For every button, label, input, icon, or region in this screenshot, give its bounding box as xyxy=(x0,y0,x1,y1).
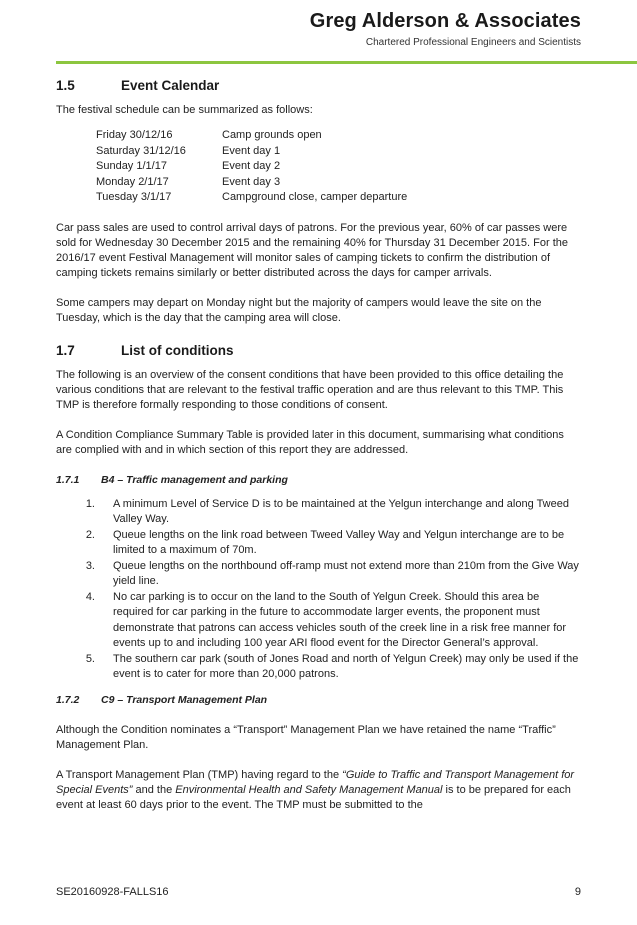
header-divider xyxy=(56,61,637,64)
guide-title: “Guide to Traffic and Transport Management for Special Events” xyxy=(56,768,575,796)
section-heading-event-calendar xyxy=(56,78,580,93)
manual-title: Environmental Health and Safety Management Manual xyxy=(175,783,443,796)
company-tagline: Chartered Professional Engineers and Scientists xyxy=(365,37,581,48)
condition-text: A minimum Level of Service D is to be maintained at the Yelgun interchange and along Tweed Valley Way. xyxy=(113,497,569,525)
condition-text: The southern car park (south of Jones Road and north of Yelgun Creek) may only be used if the event is to cater for more than 20,000 patrons. xyxy=(113,652,579,680)
compliance-table-paragraph: A Condition Compliance Summary Table is provided later in this document, summarising what conditions are complied with and in which section of this report they are addressed. xyxy=(56,428,564,456)
condition-item xyxy=(56,652,580,683)
schedule-day: Tuesday 3/1/17 xyxy=(96,191,172,203)
car-pass-paragraph: Car pass sales are used to control arrival days of patrons. For the previous year, 60% of car passes were sold for Wednesday 30 December 2015 and the remaining 40% for Thursday 31 December 2015. For the 2016/17 event Festival Management will monitor sales of camping tickets to confirm the distribution of camping tickets remains similarly or better distributed across the days for camper arrivals. xyxy=(56,221,568,279)
condition-number: 5. xyxy=(85,652,95,665)
text-run: and the xyxy=(132,783,176,796)
condition-item xyxy=(56,559,580,590)
condition-item xyxy=(56,497,580,528)
schedule-event: Event day 1 xyxy=(222,144,281,157)
letterhead xyxy=(310,10,581,48)
schedule-day: Friday 30/12/16 xyxy=(96,129,173,141)
subsection-title: B4 – Traffic management and parking xyxy=(101,473,288,486)
section-title: List of conditions xyxy=(121,342,234,358)
schedule-day: Saturday 31/12/16 xyxy=(96,144,186,157)
schedule-row xyxy=(96,128,407,144)
subsection-heading-c9 xyxy=(56,693,580,708)
page-footer xyxy=(56,886,581,898)
subsection-heading-b4 xyxy=(56,473,580,488)
schedule-row xyxy=(96,144,407,160)
document-body xyxy=(56,78,580,813)
section-title: Event Calendar xyxy=(121,78,220,93)
subsection-number: 1.7.2 xyxy=(56,693,80,706)
schedule-table xyxy=(96,128,407,206)
company-name: Greg Alderson & Associates xyxy=(309,10,581,32)
subsection-number: 1.7.1 xyxy=(56,473,80,486)
condition-text: No car parking is to occur on the land to the South of Yelgun Creek. Should this area be required for car parking in the future to accommodate larger events, the proponent must demonstrate that patrons can access vehicles south of the creek line in a risk free manner for events up to and including 100 year ARI flood event for the Director General’s approval. xyxy=(113,590,567,649)
transport-name-paragraph: Although the Condition nominates a “Transport” Management Plan we have retained the name “Traffic” Management Plan. xyxy=(56,723,556,751)
text-run: is to be prepared for each event at least 60 days prior to the event. The TMP must be submitted to the xyxy=(56,783,571,811)
schedule-row xyxy=(96,175,407,191)
section-number: 1.5 xyxy=(56,78,75,93)
document-id: SE20160928-FALLS16 xyxy=(56,886,169,898)
condition-number: 1. xyxy=(85,497,95,510)
schedule-event: Camp grounds open xyxy=(222,129,322,141)
condition-number: 3. xyxy=(85,559,95,572)
schedule-intro: The festival schedule can be summarized as follows: xyxy=(56,104,313,116)
subsection-title: C9 – Transport Management Plan xyxy=(101,693,268,706)
tmp-requirement-paragraph xyxy=(56,768,580,813)
conditions-overview-paragraph: The following is an overview of the consent conditions that have been provided to this office detailing the various conditions that are relevant to the festival traffic operation and are thus relevant to this TMP. This TMP is therefore formally responding to those conditions of consent. xyxy=(56,368,564,411)
schedule-day: Sunday 1/1/17 xyxy=(96,160,167,172)
condition-item xyxy=(56,528,580,559)
schedule-row xyxy=(96,190,407,206)
condition-number: 4. xyxy=(85,590,95,603)
section-number: 1.7 xyxy=(56,342,75,358)
schedule-day: Monday 2/1/17 xyxy=(96,175,169,188)
condition-text: Queue lengths on the link road between Tweed Valley Way and Yelgun interchange are to be limited to a maximum of 70m. xyxy=(113,528,565,556)
schedule-event: Event day 2 xyxy=(222,160,281,172)
condition-item xyxy=(56,590,580,652)
schedule-event: Campground close, camper departure xyxy=(222,191,408,203)
conditions-list xyxy=(56,497,580,683)
text-run: A Transport Management Plan (TMP) having regard to the xyxy=(56,768,343,781)
page-number: 9 xyxy=(574,886,581,898)
condition-number: 2. xyxy=(85,528,95,541)
schedule-row xyxy=(96,159,407,175)
section-heading-conditions xyxy=(56,343,580,358)
condition-text: Queue lengths on the northbound off-ramp must not extend more than 210m from the Give Way yield line. xyxy=(113,559,579,587)
schedule-event: Event day 3 xyxy=(222,175,281,188)
camper-departure-paragraph: Some campers may depart on Monday night but the majority of campers would leave the site on the Tuesday, which is the day that the camping area will close. xyxy=(56,296,542,324)
